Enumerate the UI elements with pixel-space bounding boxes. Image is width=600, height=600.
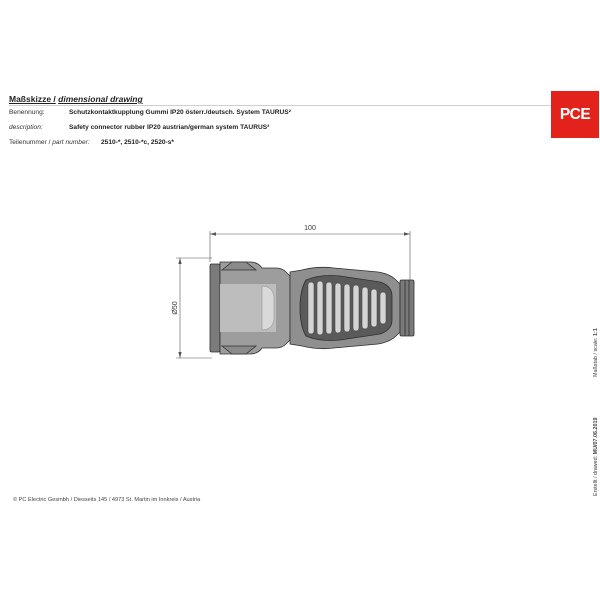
arrow-right (404, 232, 410, 235)
description-value: Safety connector rubber IP20 austrian/german system TAURUS² (69, 124, 270, 131)
grip-rib (344, 284, 350, 332)
title-english: dimensional drawing (58, 94, 143, 104)
scale-value: 1:1 (593, 328, 599, 336)
grip-rib (308, 282, 314, 334)
arrow-bottom (178, 352, 181, 358)
grip-ribs (308, 281, 386, 335)
copyright-footer: © PC Electric Gesmbh / Diesseits 145 / 4973 St. Martin im Innkreis / Austria (13, 497, 201, 503)
drawn-value: MU/07.06.2019 (593, 417, 599, 455)
description-label: description: (9, 124, 43, 131)
grip-rib (371, 289, 377, 327)
part-number-label-en: part number: (52, 139, 90, 146)
cable-gland (400, 280, 414, 336)
front-highlight-end (262, 286, 274, 330)
grip-rib (317, 281, 323, 335)
scale-note (593, 328, 599, 377)
arrow-left (210, 232, 216, 235)
grip-rib (362, 287, 368, 329)
front-flange (210, 264, 220, 352)
part-number-label-de: Teilenummer / (9, 139, 51, 146)
arrow-top (178, 258, 181, 264)
title-german: Maßskizze / (9, 94, 56, 104)
pce-logo: PCE (551, 91, 599, 138)
dimension-length-label: 100 (304, 225, 316, 232)
drawn-note (593, 417, 599, 496)
designation-label: Benennung: (9, 109, 45, 116)
part-number-value: 2510-*, 2510-*c, 2520-s* (101, 139, 174, 146)
drawn-label: Erstellt / drawed: (593, 455, 599, 496)
grip-rib (335, 283, 341, 333)
scale-label: Maßstab / scale: (593, 337, 599, 377)
grip-rib (380, 292, 386, 324)
grip-rib (326, 282, 332, 334)
grip-rib (353, 285, 359, 331)
dimension-diameter-label: Ø50 (172, 301, 179, 315)
designation-value: Schutzkontaktkupplung Gummi IP20 österr./deutsch. System TAURUS² (69, 109, 291, 116)
